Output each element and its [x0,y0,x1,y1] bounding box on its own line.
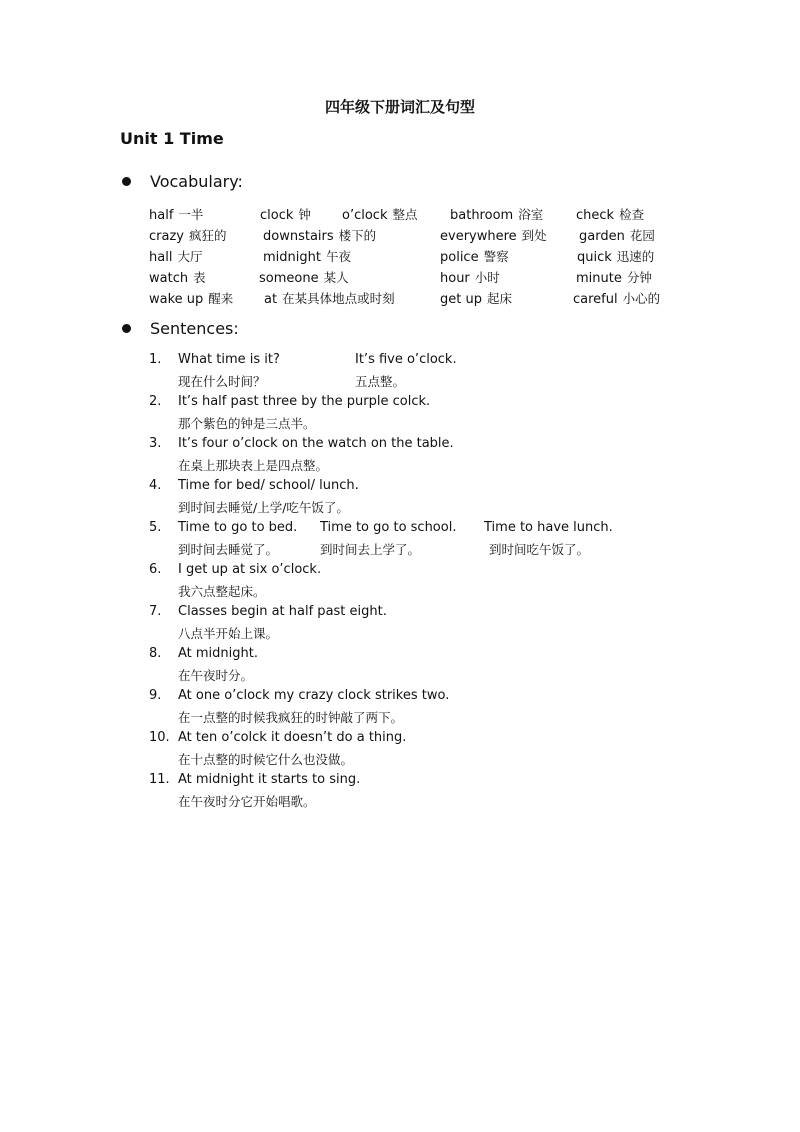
vocab-word: watch [149,271,189,286]
sentence-english: Time for bed/ school/ lunch. [178,478,359,493]
vocab-meaning: 检查 [619,207,645,222]
sentence-chinese: 八点半开始上课。 [178,626,279,641]
vocab-word: hall [149,250,173,265]
vocab-word: check [576,208,615,223]
sentence-number: 1. [149,352,162,367]
sentence-number: 7. [149,604,162,619]
sentence-english: At ten o’colck it doesn’t do a thing. [178,730,407,745]
sentence-number: 3. [149,436,162,451]
vocab-word: get up [440,292,482,307]
vocab-word: quick [577,250,612,265]
vocab-meaning: 大厅 [177,249,203,264]
sentence-english-part: Time to go to bed. [178,520,298,535]
document-title: 四年级下册词汇及句型 [324,98,475,116]
vocab-meaning: 小时 [474,270,500,285]
sentence-number: 5. [149,520,162,535]
sentence-number: 11. [149,772,170,787]
sentence-english: I get up at six o’clock. [178,562,322,577]
vocab-meaning: 迅速的 [616,249,655,264]
vocab-word: careful [573,292,618,307]
vocab-item [450,205,543,223]
vocab-meaning: 疯狂的 [188,228,227,243]
sentence-english: At midnight. [178,646,258,661]
vocab-meaning: 整点 [392,207,418,222]
vocab-item [579,226,655,244]
vocab-item [440,226,547,244]
vocab-item [576,268,652,286]
vocab-item [149,247,202,265]
vocab-meaning: 钟 [298,207,311,222]
sentence-chinese-part: 到时间吃午饭了。 [489,542,590,557]
vocab-item [149,205,203,223]
vocabulary-heading-label: Vocabulary: [150,172,243,191]
vocab-meaning: 一半 [178,207,204,222]
vocab-meaning: 分钟 [626,270,652,285]
vocab-meaning: 起床 [486,291,512,306]
vocab-item [263,247,351,265]
sentence-chinese-part: 五点整。 [355,374,406,389]
vocab-meaning: 花园 [629,228,655,243]
vocab-item [573,289,660,307]
vocab-meaning: 午夜 [325,249,351,264]
vocab-item [149,226,227,244]
sentence-chinese: 到时间去睡觉/上学/吃午饭了。 [178,500,349,515]
vocab-word: at [264,292,278,307]
vocab-word: wake up [149,292,204,307]
sentence-english: At one o’clock my crazy clock strikes two. [178,688,450,703]
vocab-item [260,205,311,223]
vocab-meaning: 警察 [483,249,509,264]
vocab-meaning: 小心的 [622,291,661,306]
sentence-chinese-part: 到时间去上学了。 [320,542,421,557]
bullet-icon [122,177,131,186]
sentence-number: 8. [149,646,162,661]
vocab-item [263,226,376,244]
vocab-word: everywhere [440,229,517,244]
vocab-item [440,268,500,286]
vocab-word: hour [440,271,470,286]
vocab-word: minute [576,271,622,286]
vocab-meaning: 某人 [323,270,349,285]
bullet-icon [122,324,131,333]
vocab-word: half [149,208,174,223]
vocab-word: bathroom [450,208,514,223]
vocab-item [576,205,644,223]
vocab-word: o’clock [342,208,388,223]
sentence-chinese: 在午夜时分。 [178,668,254,683]
sentences-heading-label: Sentences: [150,319,239,338]
sentence-number: 4. [149,478,162,493]
unit-title: Unit 1 Time [120,129,224,148]
sentence-english: It’s four o’clock on the watch on the table. [178,436,454,451]
sentence-english: It’s half past three by the purple colck. [178,394,431,409]
vocab-meaning: 在某具体地点或时刻 [282,291,395,306]
sentence-english-part: Time to have lunch. [484,520,613,535]
vocab-item [342,205,418,223]
sentence-number: 9. [149,688,162,703]
vocab-meaning: 到处 [521,228,547,243]
vocab-meaning: 浴室 [518,207,544,222]
sentences-heading [120,319,239,338]
sentence-english-part: It’s five o’clock. [355,352,457,367]
sentence-number: 6. [149,562,162,577]
vocab-word: someone [259,271,319,286]
sentence-chinese: 在一点整的时候我疯狂的时钟敲了两下。 [178,710,404,725]
vocab-item [577,247,654,265]
sentence-english-part: What time is it? [178,352,280,367]
vocab-item [149,289,233,307]
vocab-item [149,268,206,286]
vocabulary-heading [120,172,243,191]
vocab-item [440,289,512,307]
sentence-english: At midnight it starts to sing. [178,772,361,787]
sentence-chinese-part: 到时间去睡觉了。 [178,542,279,557]
vocab-word: crazy [149,229,184,244]
vocab-word: garden [579,229,625,244]
sentence-chinese: 在桌上那块表上是四点整。 [178,458,329,473]
sentence-chinese-part: 现在什么时间？ [178,374,266,389]
sentence-chinese: 我六点整起床。 [178,584,266,599]
vocab-meaning: 楼下的 [338,228,377,243]
sentence-english-part: Time to go to school. [320,520,457,535]
vocab-word: midnight [263,250,321,265]
vocab-meaning: 醒来 [208,291,234,306]
sentence-chinese: 那个紫色的钟是三点半。 [178,416,316,431]
vocab-item [264,289,395,307]
sentence-english: Classes begin at half past eight. [178,604,387,619]
vocab-item [259,268,349,286]
vocab-item [440,247,509,265]
vocab-meaning: 表 [193,270,206,285]
sentence-chinese: 在十点整的时候它什么也没做。 [178,752,354,767]
sentence-number: 2. [149,394,162,409]
vocab-word: downstairs [263,229,334,244]
sentence-chinese: 在午夜时分它开始唱歌。 [178,794,316,809]
sentence-number: 10. [149,730,170,745]
vocab-word: clock [260,208,294,223]
vocab-word: police [440,250,479,265]
